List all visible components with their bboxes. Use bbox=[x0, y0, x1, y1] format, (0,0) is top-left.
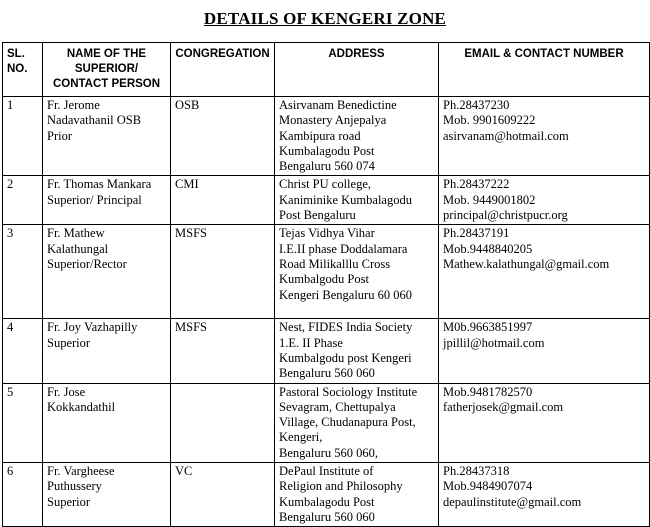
address-line: Kumbalagodu Post bbox=[279, 494, 375, 509]
header-contact: EMAIL & CONTACT NUMBER bbox=[439, 43, 650, 97]
congregation-value: MSFS bbox=[175, 320, 207, 335]
name-cell bbox=[43, 176, 171, 225]
kengeri-zone-table bbox=[2, 42, 650, 527]
address-line: DePaul Institute of bbox=[279, 464, 374, 479]
address-cell bbox=[275, 176, 439, 225]
name-line: Fr. Joy Vazhapilly bbox=[47, 320, 138, 335]
name-cell bbox=[43, 319, 171, 383]
address-line: Kengeri, bbox=[279, 430, 323, 445]
address-line: Pastoral Sociology Institute bbox=[279, 384, 418, 399]
name-cell bbox=[43, 383, 171, 462]
contact-cell bbox=[439, 97, 650, 176]
contact-line: Mob. 9901609222 bbox=[443, 113, 536, 128]
table-row bbox=[3, 319, 650, 383]
congregation-value: OSB bbox=[175, 98, 200, 112]
sl-no-value: 1 bbox=[7, 98, 14, 112]
address-line: Bengaluru 560 060 bbox=[279, 509, 375, 524]
congregation-cell bbox=[171, 225, 275, 319]
address-line: Kengeri Bengaluru 60 060 bbox=[279, 287, 412, 302]
address-cell bbox=[275, 319, 439, 383]
table-row bbox=[3, 176, 650, 225]
contact-cell bbox=[439, 383, 650, 462]
contact-cell bbox=[439, 225, 650, 319]
address-line: Sevagram, Chettupalya bbox=[279, 399, 396, 414]
table-row bbox=[3, 97, 650, 176]
table-row bbox=[3, 463, 650, 527]
contact-line: jpillil@hotmail.com bbox=[443, 335, 545, 350]
name-line: Prior bbox=[47, 128, 72, 143]
address-line: Village, Chudanapura Post, bbox=[279, 415, 416, 430]
name-line: Fr. Vargheese bbox=[47, 464, 115, 479]
name-cell bbox=[43, 97, 171, 176]
congregation-value: VC bbox=[175, 464, 193, 479]
address-cell bbox=[275, 97, 439, 176]
header-congregation: CONGREGATION bbox=[171, 43, 275, 97]
header-row bbox=[3, 43, 650, 97]
sl-no-value: 6 bbox=[7, 464, 14, 479]
address-line: 1.E. II Phase bbox=[279, 335, 343, 350]
name-line: Fr. Jose bbox=[47, 384, 86, 399]
contact-line: depaulinstitute@gmail.com bbox=[443, 494, 582, 509]
name-line: Superior/Rector bbox=[47, 256, 127, 271]
contact-line: M0b.9663851997 bbox=[443, 320, 533, 335]
address-line: Kumbalgodu post Kengeri bbox=[279, 350, 412, 365]
address-line: Kaniminike Kumbalagodu bbox=[279, 192, 412, 207]
sl-no-value: 4 bbox=[7, 320, 14, 335]
page-title: DETAILS OF KENGERI ZONE bbox=[203, 9, 447, 28]
sl-no-value: 3 bbox=[7, 226, 14, 241]
address-line: Tejas Vidhya Vihar bbox=[279, 226, 375, 241]
header-address: ADDRESS bbox=[275, 43, 439, 97]
contact-line: Mob. 9449001802 bbox=[443, 192, 536, 207]
congregation-value: MSFS bbox=[175, 226, 207, 241]
name-line: Fr. Jerome bbox=[47, 98, 100, 112]
address-line: Kumbalgodu Post bbox=[279, 272, 369, 287]
header-name: NAME OF THE SUPERIOR/ CONTACT PERSON bbox=[43, 43, 171, 97]
sl-no-value: 2 bbox=[7, 177, 14, 192]
contact-line: Mob.9484907074 bbox=[443, 479, 533, 494]
sl-no-cell bbox=[3, 225, 43, 319]
contact-cell bbox=[439, 319, 650, 383]
header-sl-no: SL. NO. bbox=[3, 43, 43, 97]
congregation-cell bbox=[171, 97, 275, 176]
address-line: I.E.II phase Doddalamara bbox=[279, 241, 408, 256]
address-line: Bengaluru 560 060, bbox=[279, 445, 378, 460]
congregation-cell bbox=[171, 383, 275, 462]
address-line: Nest, FIDES India Society bbox=[279, 320, 413, 335]
address-line: Kumbalagodu Post bbox=[279, 143, 375, 158]
name-line: Fr. Thomas Mankara bbox=[47, 177, 152, 192]
contact-cell bbox=[439, 176, 650, 225]
contact-line: Ph.28437318 bbox=[443, 464, 510, 479]
table-row bbox=[3, 225, 650, 319]
contact-line: Mathew.kalathungal@gmail.com bbox=[443, 256, 610, 271]
address-line: Post Bengaluru bbox=[279, 208, 356, 223]
address-line: Monastery Anjepalya bbox=[279, 113, 387, 128]
contact-line: Ph.28437222 bbox=[443, 177, 510, 192]
name-line: Superior bbox=[47, 494, 91, 509]
name-cell bbox=[43, 463, 171, 527]
congregation-cell bbox=[171, 319, 275, 383]
table-row bbox=[3, 383, 650, 462]
congregation-cell bbox=[171, 176, 275, 225]
address-line: Religion and Philosophy bbox=[279, 479, 403, 494]
contact-line: principal@christpucr.org bbox=[443, 208, 568, 223]
congregation-value: CMI bbox=[175, 177, 199, 192]
sl-no-cell bbox=[3, 176, 43, 225]
name-line: Superior/ Principal bbox=[47, 192, 142, 207]
sl-no-cell bbox=[3, 463, 43, 527]
name-cell bbox=[43, 225, 171, 319]
address-line: Kambipura road bbox=[279, 128, 361, 143]
name-line: Puthussery bbox=[47, 479, 102, 494]
address-line: Asirvanam Benedictine bbox=[279, 98, 397, 112]
contact-cell bbox=[439, 463, 650, 527]
sl-no-value: 5 bbox=[7, 384, 14, 399]
contact-line: Mob.9448840205 bbox=[443, 241, 533, 256]
name-line: Nadavathanil OSB bbox=[47, 113, 142, 128]
contact-line: asirvanam@hotmail.com bbox=[443, 128, 569, 143]
contact-line: Mob.9481782570 bbox=[443, 384, 533, 399]
name-line: Fr. Mathew bbox=[47, 226, 105, 241]
address-cell bbox=[275, 225, 439, 319]
name-line: Superior bbox=[47, 335, 91, 350]
address-cell bbox=[275, 463, 439, 527]
name-line: Kokkandathil bbox=[47, 399, 116, 414]
contact-line: Ph.28437191 bbox=[443, 226, 510, 241]
address-line: Bengaluru 560 074 bbox=[279, 159, 375, 174]
sl-no-cell bbox=[3, 97, 43, 176]
address-line: Road Milikalllu Cross bbox=[279, 256, 391, 271]
sl-no-cell bbox=[3, 383, 43, 462]
sl-no-cell bbox=[3, 319, 43, 383]
congregation-cell bbox=[171, 463, 275, 527]
name-line: Kalathungal bbox=[47, 241, 109, 256]
contact-line: fatherjosek@gmail.com bbox=[443, 399, 564, 414]
contact-line: Ph.28437230 bbox=[443, 98, 510, 112]
address-line: Bengaluru 560 060 bbox=[279, 366, 375, 381]
address-line: Christ PU college, bbox=[279, 177, 372, 192]
address-cell bbox=[275, 383, 439, 462]
